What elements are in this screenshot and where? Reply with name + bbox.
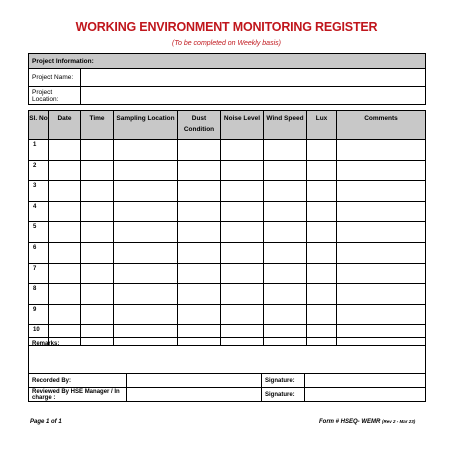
- table-cell[interactable]: [337, 181, 426, 202]
- row-number: 7: [29, 263, 49, 284]
- reviewed-by-field[interactable]: [127, 388, 262, 402]
- table-cell[interactable]: [178, 263, 221, 284]
- project-name-field[interactable]: [81, 69, 426, 87]
- project-name-label: Project Name:: [29, 69, 81, 87]
- table-cell[interactable]: [49, 160, 81, 181]
- table-cell[interactable]: [49, 222, 81, 243]
- register-header-row: [29, 111, 426, 140]
- project-information-table: [28, 53, 426, 105]
- table-cell[interactable]: [49, 284, 81, 305]
- table-cell[interactable]: [81, 201, 114, 222]
- table-cell[interactable]: [337, 284, 426, 305]
- signature-field[interactable]: [305, 374, 426, 388]
- table-cell[interactable]: [264, 160, 307, 181]
- column-header: Time: [81, 111, 114, 140]
- signature-label: Signature:: [262, 388, 305, 402]
- table-cell[interactable]: [264, 201, 307, 222]
- table-cell[interactable]: [337, 263, 426, 284]
- table-row: [29, 304, 426, 325]
- table-cell[interactable]: [114, 263, 178, 284]
- table-cell[interactable]: [114, 140, 178, 161]
- page-subtitle: (To be completed on Weekly basis): [172, 40, 281, 47]
- row-number: 2: [29, 160, 49, 181]
- table-cell[interactable]: [178, 222, 221, 243]
- table-cell[interactable]: [178, 304, 221, 325]
- table-cell[interactable]: [264, 222, 307, 243]
- table-cell[interactable]: [307, 222, 337, 243]
- form-number: [319, 419, 415, 425]
- table-cell[interactable]: [81, 284, 114, 305]
- table-cell[interactable]: [114, 160, 178, 181]
- recorded-by-label: Recorded By:: [29, 374, 127, 388]
- table-cell[interactable]: [307, 263, 337, 284]
- column-header: Sampling Location: [114, 111, 178, 140]
- table-cell[interactable]: [337, 140, 426, 161]
- remarks-field[interactable]: [29, 338, 426, 374]
- table-cell[interactable]: [264, 140, 307, 161]
- table-cell[interactable]: [81, 140, 114, 161]
- table-cell[interactable]: [178, 284, 221, 305]
- table-cell[interactable]: [221, 284, 264, 305]
- table-cell[interactable]: [178, 140, 221, 161]
- signature-field[interactable]: [305, 388, 426, 402]
- project-location-label: Project Location:: [29, 87, 81, 105]
- project-information-heading: Project Information:: [29, 54, 426, 69]
- table-cell[interactable]: [49, 201, 81, 222]
- table-cell[interactable]: [307, 160, 337, 181]
- table-row: [29, 263, 426, 284]
- row-number: 10: [29, 325, 49, 346]
- table-cell[interactable]: [81, 304, 114, 325]
- row-number: 9: [29, 304, 49, 325]
- table-cell[interactable]: [49, 304, 81, 325]
- column-header: Date: [49, 111, 81, 140]
- page-number: Page 1 of 1: [30, 419, 62, 425]
- remarks-table: [28, 337, 426, 402]
- table-cell[interactable]: [307, 201, 337, 222]
- table-cell[interactable]: [81, 181, 114, 202]
- table-cell[interactable]: [114, 284, 178, 305]
- table-row: [29, 284, 426, 305]
- table-row: [29, 160, 426, 181]
- table-cell[interactable]: [178, 160, 221, 181]
- table-row: [29, 222, 426, 243]
- table-cell[interactable]: [221, 242, 264, 263]
- table-cell[interactable]: [307, 284, 337, 305]
- column-header: Dust Condition: [178, 111, 221, 140]
- recorded-by-field[interactable]: [127, 374, 262, 388]
- page-title: WORKING ENVIRONMENT MONITORING REGISTER: [75, 20, 378, 34]
- column-header: Noise Level: [221, 111, 264, 140]
- signature-label: Signature:: [262, 374, 305, 388]
- table-cell[interactable]: [178, 201, 221, 222]
- table-cell[interactable]: [49, 181, 81, 202]
- table-cell[interactable]: [264, 304, 307, 325]
- table-cell[interactable]: [337, 201, 426, 222]
- form-revision: (Rev 2 - Mar 23): [382, 419, 416, 424]
- table-cell[interactable]: [264, 181, 307, 202]
- table-row: [29, 201, 426, 222]
- table-cell[interactable]: [221, 222, 264, 243]
- column-header: Comments: [337, 111, 426, 140]
- table-cell[interactable]: [81, 242, 114, 263]
- monitoring-register-table: [28, 110, 426, 346]
- form-code: Form # HSEQ- WEMR: [319, 419, 381, 425]
- reviewed-by-label: Reviewed By HSE Manager / In charge :: [29, 388, 127, 402]
- column-header: Wind Speed: [264, 111, 307, 140]
- row-number: 6: [29, 242, 49, 263]
- project-location-field[interactable]: [81, 87, 426, 105]
- table-cell[interactable]: [114, 201, 178, 222]
- row-number: 4: [29, 201, 49, 222]
- row-number: 1: [29, 140, 49, 161]
- table-cell[interactable]: [337, 222, 426, 243]
- table-cell[interactable]: [81, 222, 114, 243]
- table-cell[interactable]: [178, 181, 221, 202]
- table-cell[interactable]: [221, 263, 264, 284]
- table-cell[interactable]: [307, 181, 337, 202]
- table-cell[interactable]: [114, 242, 178, 263]
- table-cell[interactable]: [221, 201, 264, 222]
- table-row: [29, 140, 426, 161]
- table-cell[interactable]: [49, 263, 81, 284]
- table-cell[interactable]: [49, 242, 81, 263]
- table-cell[interactable]: [114, 222, 178, 243]
- column-header: Lux: [307, 111, 337, 140]
- row-number: 3: [29, 181, 49, 202]
- table-cell[interactable]: [264, 263, 307, 284]
- table-cell[interactable]: [221, 140, 264, 161]
- column-header: Sl. No: [29, 111, 49, 140]
- table-cell[interactable]: [307, 140, 337, 161]
- table-cell[interactable]: [337, 160, 426, 181]
- table-cell[interactable]: [81, 263, 114, 284]
- table-row: [29, 242, 426, 263]
- table-cell[interactable]: [337, 304, 426, 325]
- table-cell[interactable]: [337, 242, 426, 263]
- table-cell[interactable]: [49, 140, 81, 161]
- table-cell[interactable]: [221, 181, 264, 202]
- table-cell[interactable]: [307, 242, 337, 263]
- table-cell[interactable]: [264, 242, 307, 263]
- table-cell[interactable]: [178, 242, 221, 263]
- table-cell[interactable]: [81, 160, 114, 181]
- row-number: 5: [29, 222, 49, 243]
- table-cell[interactable]: [307, 304, 337, 325]
- table-cell[interactable]: [221, 160, 264, 181]
- remarks-label: Remarks:: [32, 341, 60, 347]
- table-row: [29, 181, 426, 202]
- table-cell[interactable]: [221, 304, 264, 325]
- table-cell[interactable]: [114, 181, 178, 202]
- table-cell[interactable]: [114, 304, 178, 325]
- row-number: 8: [29, 284, 49, 305]
- table-cell[interactable]: [264, 284, 307, 305]
